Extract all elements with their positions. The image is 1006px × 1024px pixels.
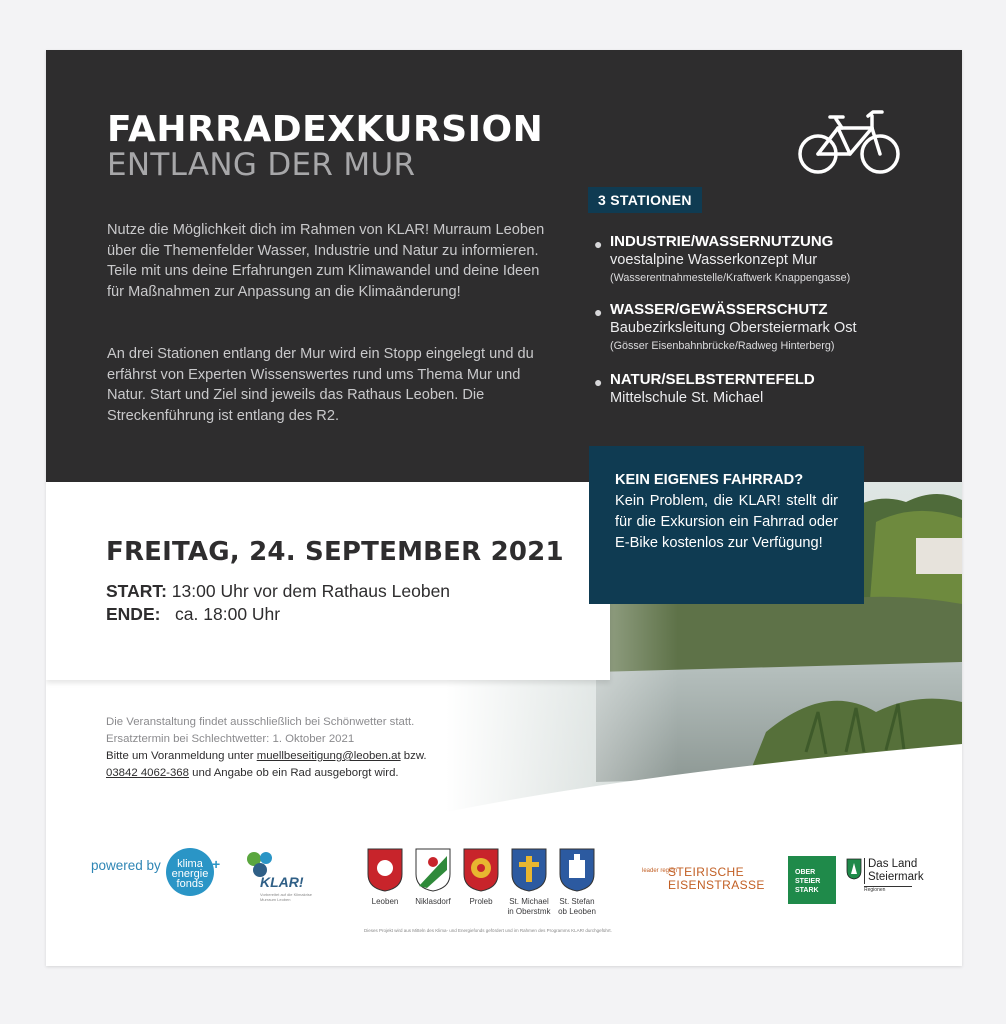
phone-note-text: und Angabe ob ein Rad ausgeborgt wird. xyxy=(188,767,399,779)
event-flyer xyxy=(46,50,962,966)
niklasdorf-label: Niklasdorf xyxy=(415,897,451,906)
st-stefan-crest-icon xyxy=(559,848,595,892)
start-value: 13:00 Uhr vor dem Rathaus Leoben xyxy=(171,581,451,601)
eisenstrasse-text: STEIRISCHE EISENSTRASSE xyxy=(668,865,765,892)
flyer-subtitle: ENTLANG DER MUR xyxy=(107,147,416,183)
steiermark-crest-icon xyxy=(846,858,862,880)
email-link[interactable]: muellbeseitigung@leoben.at xyxy=(256,750,401,762)
klimafonds-logo: klima energie fonds xyxy=(166,848,214,896)
st-michael-crest-icon xyxy=(511,848,547,892)
klar-logo xyxy=(246,850,316,902)
bicycle-icon xyxy=(796,108,902,176)
start-label: START: xyxy=(106,581,167,601)
header-panel xyxy=(46,50,962,482)
st-stefan-label xyxy=(549,897,605,917)
st-michael-label-line1: St. Michael xyxy=(509,897,549,906)
bullet-icon: ● xyxy=(594,304,603,320)
proleb-label: Proleb xyxy=(469,897,493,906)
end-time-row xyxy=(106,604,280,625)
end-value: ca. 18:00 Uhr xyxy=(175,604,281,624)
st-michael-label-line2: in Oberstmk xyxy=(507,907,551,916)
phone-note xyxy=(106,765,399,782)
klar-text: KLAR! xyxy=(260,874,304,890)
st-stefan-label-line1: St. Stefan xyxy=(559,897,595,906)
station-name: NATUR/SELBSTERNTEFELD xyxy=(610,371,815,388)
station-detail: (Gösser Eisenbahnbrücke/Radweg Hinterberg) xyxy=(610,340,835,352)
leoben-label: Leoben xyxy=(371,897,399,906)
registration-text: Bitte um Voranmeldung unter xyxy=(106,750,257,762)
end-label: ENDE: xyxy=(106,604,161,624)
powered-by-label: powered by xyxy=(91,858,161,873)
weather-note: Die Veranstaltung findet ausschließlich bei Schönwetter statt. xyxy=(106,716,415,728)
station-natur xyxy=(594,371,954,407)
land-text: Das Land Steiermark xyxy=(864,858,924,884)
station-place: Baubezirksleitung Obersteiermark Ost xyxy=(610,320,857,336)
event-date-panel xyxy=(46,482,610,680)
station-industrie xyxy=(594,233,954,287)
oberstark-logo: OBER STEIER STARK xyxy=(788,856,836,904)
bullet-icon: ● xyxy=(594,236,603,252)
station-name: WASSER/GEWÄSSERSCHUTZ xyxy=(610,301,828,318)
station-wasser xyxy=(594,301,954,355)
stations-badge: 3 STATIONEN xyxy=(588,187,702,213)
bullet-icon: ● xyxy=(594,374,603,390)
proleb-crest-icon xyxy=(463,848,499,892)
phone-link[interactable]: 03842 4062-368 xyxy=(106,767,189,779)
intro-paragraph: Nutze die Möglichkeit dich im Rahmen von KLAR! Murraum Leoben über die Themenfelder Wasser, Industrie und Natur zu informieren. Teile mit uns deine Erfahrungen zum Klimawandel und deine Ideen für Maßnahmen zur Anpassung an die Klimaänderung! xyxy=(107,222,545,300)
station-detail: (Wasserentnahmestelle/Kraftwerk Knappengasse) xyxy=(610,272,851,284)
alternate-date-note: Ersatztermin bei Schlechtwetter: 1. Oktober 2021 xyxy=(106,733,355,745)
station-place: Mittelschule St. Michael xyxy=(610,390,764,406)
start-time-row xyxy=(106,581,450,602)
land-steiermark-logo xyxy=(846,858,924,898)
registration-note xyxy=(106,748,427,765)
callout-heading: KEIN EIGENES FAHRRAD? xyxy=(615,472,804,488)
station-place: voestalpine Wasserkonzept Mur xyxy=(610,252,818,268)
niklasdorf-crest-icon xyxy=(415,848,451,892)
event-date: FREITAG, 24. SEPTEMBER 2021 xyxy=(106,537,564,567)
plus-icon: + xyxy=(212,856,221,872)
regionen-text: Regionen xyxy=(864,886,912,893)
callout-body: Kein Problem, die KLAR! stellt dir für die Exkursion ein Fahrrad oder E-Bike kostenlos zur Verfügung! xyxy=(615,493,838,551)
leader-region-text: leader region xyxy=(642,868,678,874)
description-paragraph: An drei Stationen entlang der Mur wird ein Stopp eingelegt und du erfährst von Experten Wissenswertes rund ums Thema Mur und Natur. Start und Ziel sind jeweils das Rathaus Leoben. Die Streckenführung ist entlang des R2. xyxy=(107,346,534,424)
sponsor-logos xyxy=(46,840,962,966)
registration-text-end: bzw. xyxy=(400,750,427,762)
funding-footnote: Dieses Projekt wird aus Mitteln des Klima- und Energiefonds gefördert und im Rahmen des Programms KLAR! durchgeführt. xyxy=(364,928,612,933)
bike-rental-callout xyxy=(589,446,864,604)
leoben-crest-icon xyxy=(367,848,403,892)
st-stefan-label-line2: ob Leoben xyxy=(558,907,596,916)
flyer-title: FAHRRADEXKURSION xyxy=(107,109,544,150)
klar-subtext: Vorbereitet auf die Klimakrise Murraum Leoben xyxy=(260,892,313,902)
station-name: INDUSTRIE/WASSERNUTZUNG xyxy=(610,233,834,250)
